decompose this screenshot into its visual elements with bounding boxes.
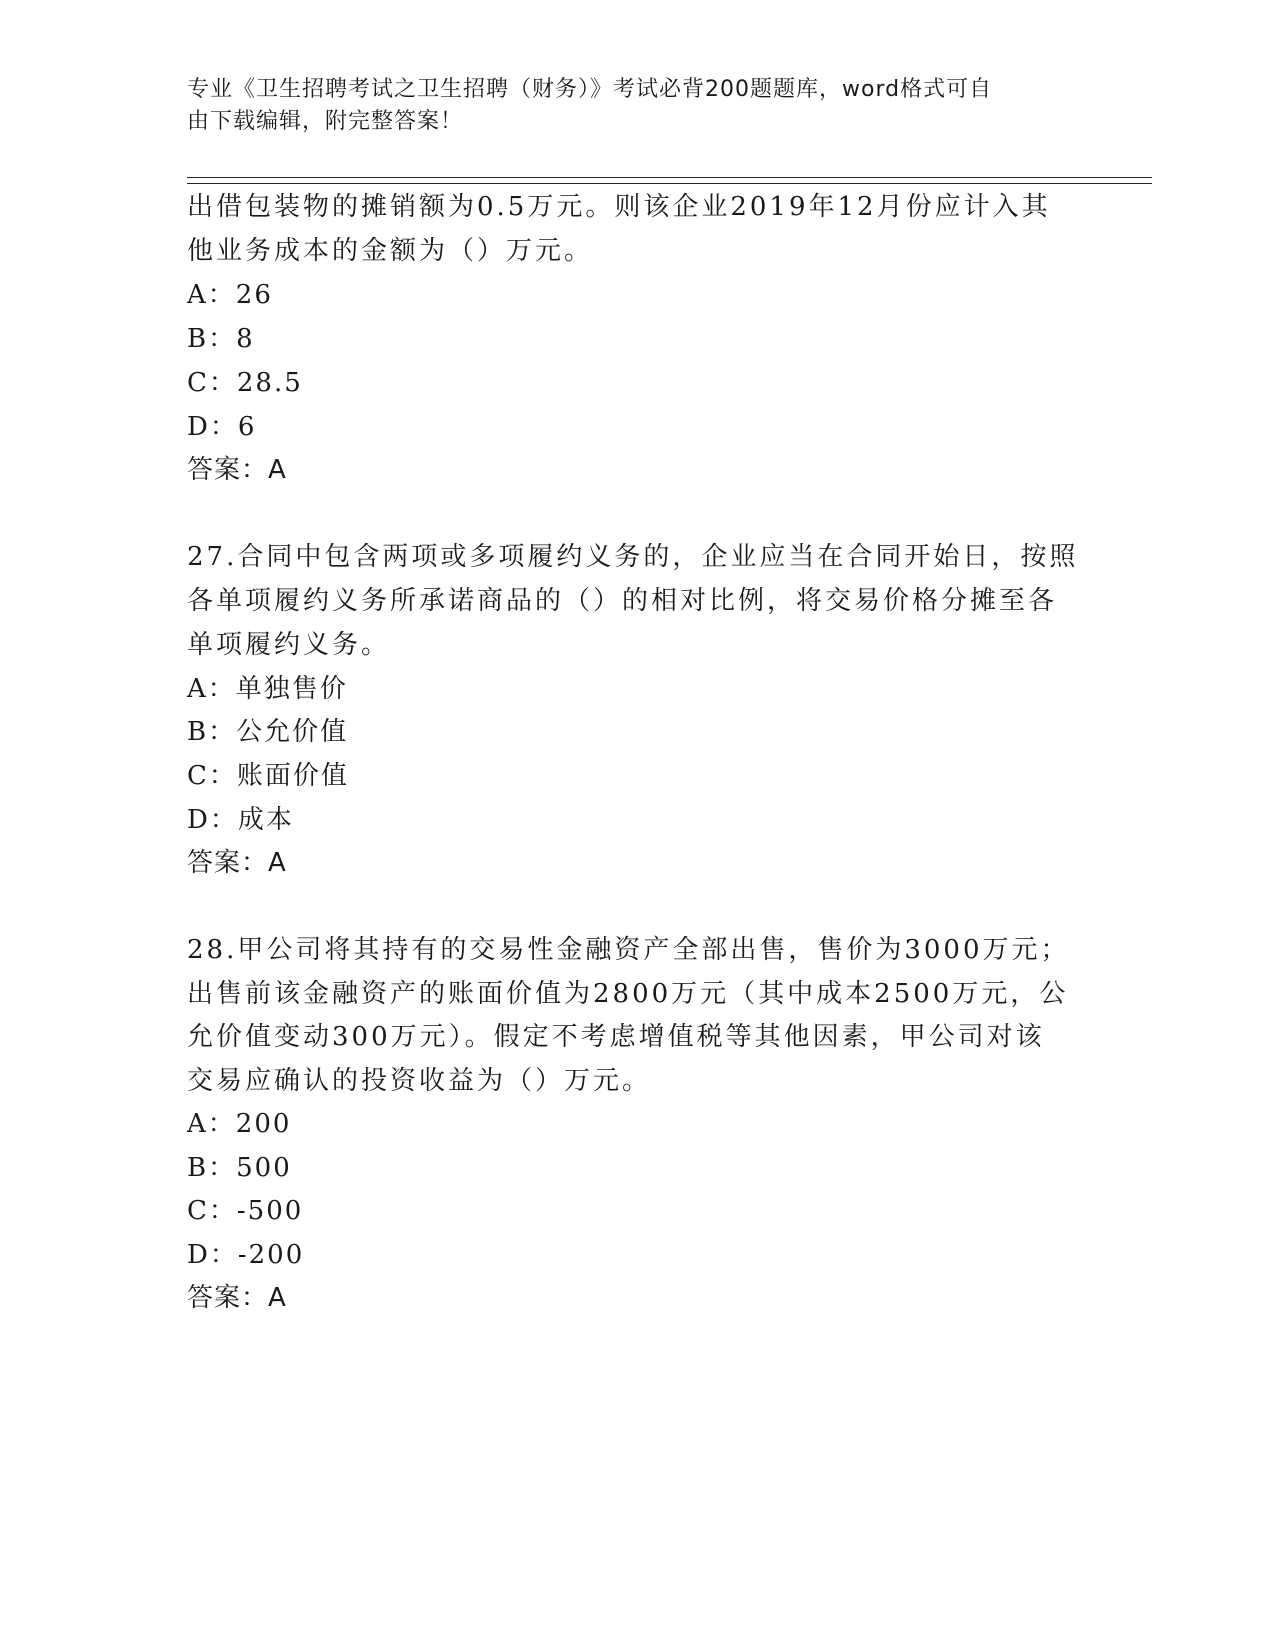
q28-option-b: B：500 — [187, 1153, 292, 1183]
q28-option-a: A：200 — [187, 1109, 292, 1139]
q28-option-d: D：-200 — [187, 1240, 305, 1270]
q26-option-c: C：28.5 — [187, 368, 303, 398]
q26-option-a: A：26 — [187, 280, 273, 310]
document-header — [187, 74, 1067, 138]
q28-stem-line-2: 出售前该金融资产的账面价值为2800万元（其中成本2500万元，公 — [187, 979, 1069, 1009]
header-line-1: 专业《卫生招聘考试之卫生招聘（财务）》考试必背200题题库，word格式可自 — [187, 77, 993, 102]
q27-stem-line-2: 各单项履约义务所承诺商品的（）的相对比例，将交易价格分摊至各 — [187, 586, 1058, 616]
q26-stem-line-1: 出借包装物的摊销额为0.5万元。则该企业2019年12月份应计入其 — [187, 192, 1051, 222]
q28-stem-line-3: 允价值变动300万元）。假定不考虑增值税等其他因素，甲公司对该 — [187, 1022, 1045, 1052]
q27-option-a: A：单独售价 — [187, 674, 348, 704]
q26-option-b: B：8 — [187, 324, 255, 354]
q28-option-c: C：-500 — [187, 1196, 304, 1226]
q28-stem-line-1: 28.甲公司将其持有的交易性金融资产全部出售，售价为3000万元； — [187, 935, 1070, 965]
header-divider-bottom — [187, 183, 1152, 184]
q27-option-d: D：成本 — [187, 805, 294, 835]
q28-stem-line-4: 交易应确认的投资收益为（）万元。 — [187, 1066, 652, 1096]
header-divider-top — [187, 177, 1152, 178]
header-line-2: 由下载编辑，附完整答案！ — [187, 109, 464, 134]
q28-answer: 答案：A — [187, 1283, 287, 1313]
q26-answer: 答案：A — [187, 455, 287, 485]
q26-stem-line-2: 他业务成本的金额为（）万元。 — [187, 236, 594, 266]
q26-option-d: D：6 — [187, 412, 257, 442]
q27-stem-line-3: 单项履约义务。 — [187, 630, 391, 660]
q27-option-c: C：账面价值 — [187, 761, 349, 791]
q27-stem-line-1: 27.合同中包含两项或多项履约义务的，企业应当在合同开始日，按照 — [187, 542, 1079, 572]
q27-option-b: B：公允价值 — [187, 717, 349, 747]
q27-answer: 答案：A — [187, 848, 287, 878]
